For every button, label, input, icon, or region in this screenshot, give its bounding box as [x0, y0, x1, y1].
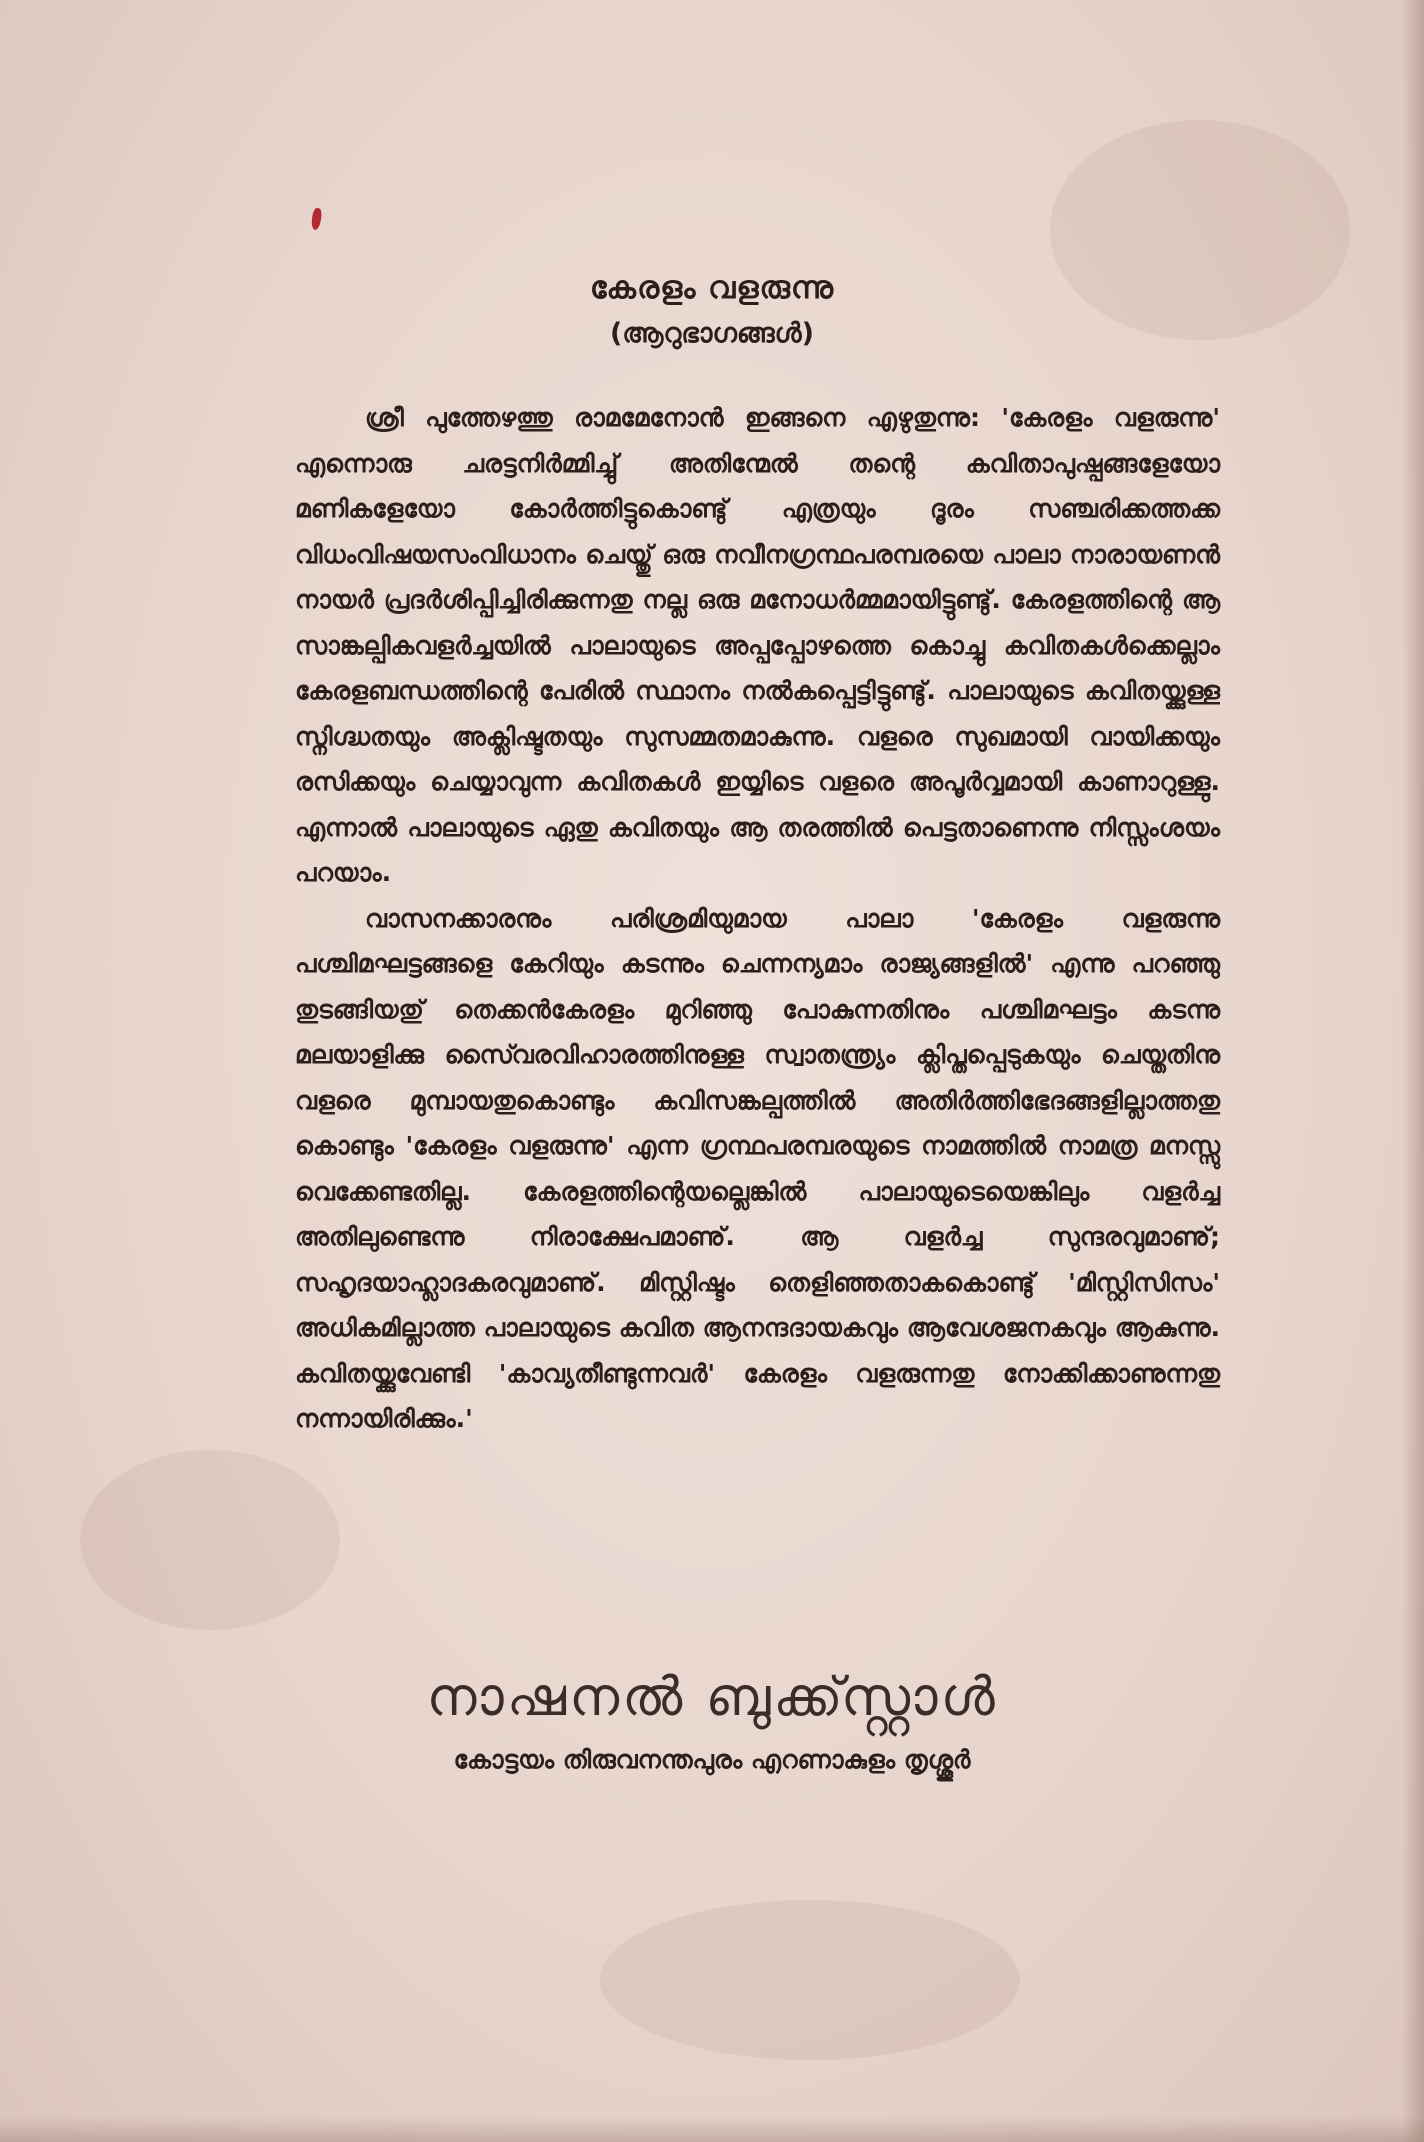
paper-stain — [600, 1900, 1020, 2060]
page-bottom-shadow — [0, 2116, 1424, 2142]
page-subtitle: (ആറുഭാഗങ്ങൾ) — [609, 318, 815, 349]
publisher-cities: കോട്ടയം തിരുവനന്തപുരം എറണാകുളം തൃശ്ശൂർ — [453, 1745, 971, 1774]
paragraph-2: വാസനക്കാരനും പരിശ്രമിയുമായ പാലാ 'കേരളം വളരുന്നു പശ്ചിമഘട്ടങ്ങളെ കേറിയും കടന്നും ചെന്നന്യമാം രാജ്യങ്ങളിൽ' എന്നു പറഞ്ഞു തുടങ്ങിയതു് തെക്കൻകേരളം മുറിഞ്ഞു പോകുന്നതിനും പശ്ചിമഘട്ടം കടന്നു മലയാളിക്കു സൈ്വരവിഹാരത്തിനുള്ള സ്വാതന്ത്ര്യം ക്ലിപ്തപ്പെടുകയും ചെയ്തതിനു വളരെ മുമ്പായതുകൊണ്ടും കവിസങ്കല്പത്തിൽ അതിർത്തിഭേദങ്ങളില്ലാത്തതു കൊണ്ടും 'കേരളം വളരുന്നു' എന്ന ഗ്രന്ഥപരമ്പരയുടെ നാമത്തിൽ നാമത്ര മനസ്സു വെക്കേണ്ടതില്ല. കേരളത്തിന്റെയല്ലെങ്കിൽ പാലായുടെയെങ്കിലും വളർച്ച അതിലുണ്ടെന്നു നിരാക്ഷേപമാണു്. ആ വളർച്ച സുന്ദരവുമാണു്; സഹൃദയാഹ്ലാദകരവുമാണു്. മിസ്റ്റിഷ്ടം തെളിഞ്ഞതാകകൊണ്ടു് 'മിസ്റ്റിസിസം' അധികമില്ലാത്ത പാലായുടെ കവിത ആനന്ദദായകവും ആവേശജനകവും ആകുന്നു. കവിതയ്ക്കുവേണ്ടി 'കാവ്യതീണ്ടുന്നവർ' കേരളം വളരുന്നതു നോക്കിക്കാണുന്നതു നന്നായിരിക്കും.' — [295, 903, 1220, 1433]
red-ink-mark — [311, 207, 323, 230]
paragraph-1: ശ്രീ പുത്തേഴത്തു രാമമേനോൻ ഇങ്ങനെ എഴുതുന്നു: 'കേരളം വളരുന്നു' എന്നൊരു ചരട്ടനിർമ്മിച്ചു് അതിന്മേൽ തന്റെ കവിതാപുഷ്പങ്ങളേയോ മണികളേയോ കോർത്തിട്ടുകൊണ്ടു് എത്രയും ദൂരം സഞ്ചരിക്കത്തക്ക വിധംവിഷയസംവിധാനം ചെയ്തു് ഒരു നവീനഗ്രന്ഥപരമ്പരയെ പാലാ നാരായണൻ നായർ പ്രദർശിപ്പിച്ചിരിക്കുന്നതു നല്ല ഒരു മനോധർമ്മമായിട്ടുണ്ടു്. കേരളത്തിന്റെ ആ സാങ്കല്പികവളർച്ചയിൽ പാലായുടെ അപ്പപ്പോഴത്തെ കൊച്ചു കവിതകൾക്കെല്ലാം കേരളബന്ധത്തിന്റെ പേരിൽ സ്ഥാനം നൽകപ്പെട്ടിട്ടുണ്ടു്. പാലായുടെ കവിതയ്ക്കുള്ള സ്നിഗ്ദ്ധതയും അക്ലിഷ്ടതയും സുസമ്മതമാകുന്നു. വളരെ സുഖമായി വായിക്കയും രസിക്കയും ചെയ്യാവുന്ന കവിതകൾ ഇയ്യിടെ വളരെ അപൂർവ്വമായി കാണാറുള്ളു. എന്നാൽ പാലായുടെ ഏതു കവിതയും ആ തരത്തിൽ പെട്ടതാണെന്നു നിസ്സംശയം പറയാം. — [295, 403, 1220, 887]
publisher-name: നാഷനൽ ബുക്ക്സ്റ്റാൾ — [426, 1665, 998, 1728]
page-edge-shadow — [1402, 0, 1424, 2142]
page-title: കേരളം വളരുന്നു — [589, 270, 835, 306]
paper-stain — [80, 1450, 340, 1630]
paper-stain — [1050, 120, 1350, 340]
review-text — [295, 395, 1220, 1442]
